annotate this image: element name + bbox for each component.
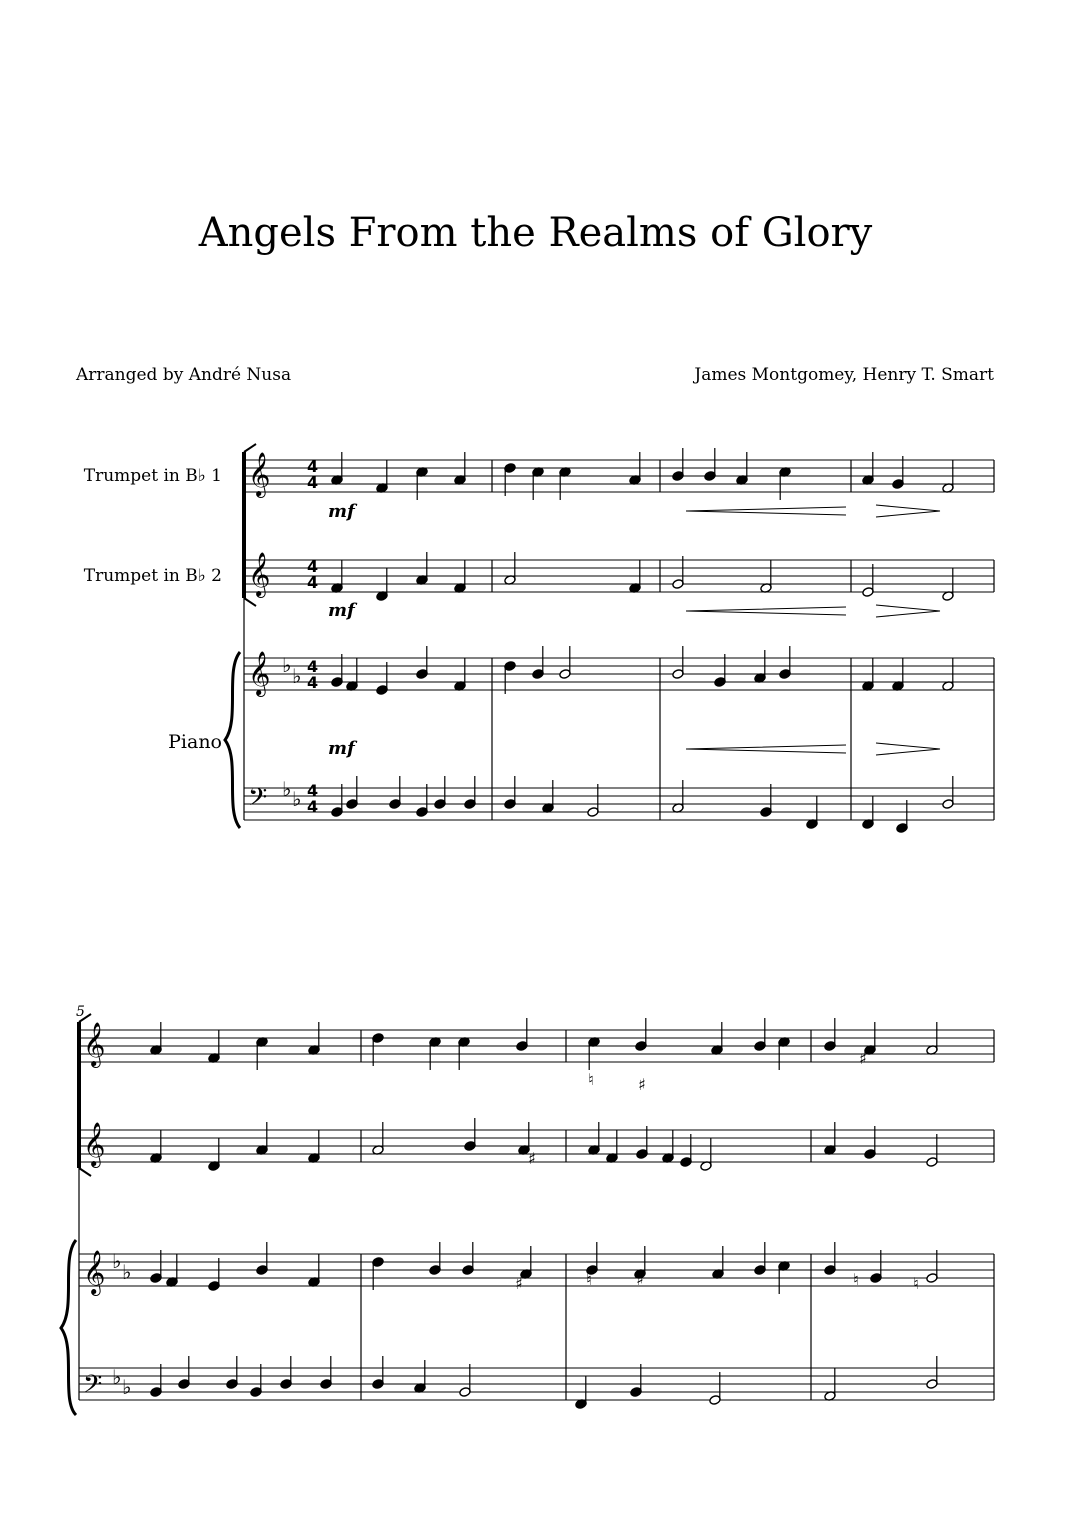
dynamic-mf: mf xyxy=(328,600,355,621)
svg-text:♭: ♭ xyxy=(292,787,302,811)
sharp-icon: ♯ xyxy=(859,1049,867,1068)
svg-text:♭: ♭ xyxy=(122,1260,132,1284)
svg-text:♭: ♭ xyxy=(112,1249,122,1273)
flat-icon xyxy=(112,653,301,1399)
svg-text:♭: ♭ xyxy=(282,777,292,801)
treble-clef-icon: 𝄞 xyxy=(248,651,271,695)
svg-text:♭: ♭ xyxy=(112,1365,122,1389)
svg-text:4: 4 xyxy=(307,473,319,492)
trumpet-2-label: Trumpet in B♭ 2 xyxy=(83,566,222,586)
sharp-icon: ♯ xyxy=(515,1274,523,1293)
natural-icon: ♮ xyxy=(913,1274,919,1293)
page-title: Angels From the Realms of Glory xyxy=(198,210,873,256)
svg-text:4: 4 xyxy=(307,673,319,692)
natural-icon: ♮ xyxy=(853,1270,859,1289)
treble-clef-icon: 𝄞 xyxy=(248,452,271,496)
sharp-icon: ♯ xyxy=(528,1149,536,1168)
barlines xyxy=(79,460,994,1400)
svg-text:4: 4 xyxy=(307,781,319,800)
bass-clef-icon: 𝄢 xyxy=(83,1370,103,1405)
svg-text:4: 4 xyxy=(307,557,319,576)
dynamic-mf: mf xyxy=(328,501,355,522)
dynamic-mf: mf xyxy=(328,738,355,759)
svg-text:♭: ♭ xyxy=(292,664,302,688)
piano-brace xyxy=(225,652,240,828)
treble-clef-icon: 𝄞 xyxy=(248,552,271,596)
treble-clef-icon: 𝄞 xyxy=(83,1022,106,1066)
treble-clef-icon: 𝄞 xyxy=(83,1122,106,1166)
hairpins xyxy=(686,505,940,755)
arranger-credit: Arranged by André Nusa xyxy=(76,365,292,385)
sharp-icon: ♯ xyxy=(638,1075,646,1094)
time-signatures xyxy=(307,457,318,816)
sharp-icon: ♯ xyxy=(636,1270,644,1289)
svg-text:♭: ♭ xyxy=(282,653,292,677)
natural-icon: ♮ xyxy=(588,1070,594,1089)
measure-number: 5 xyxy=(76,1004,85,1020)
svg-text:4: 4 xyxy=(307,657,319,676)
svg-text:4: 4 xyxy=(307,573,319,592)
svg-text:4: 4 xyxy=(307,797,319,816)
piano-label: Piano xyxy=(168,731,222,753)
piano-brace-2 xyxy=(61,1240,76,1415)
svg-text:4: 4 xyxy=(307,457,319,476)
treble-clef-icon: 𝄞 xyxy=(83,1250,106,1294)
natural-icon: ♮ xyxy=(586,1270,592,1289)
trumpet-1-label: Trumpet in B♭ 1 xyxy=(83,466,222,486)
bass-clef-icon: 𝄢 xyxy=(248,783,268,818)
composer-credit: James Montgomey, Henry T. Smart xyxy=(694,365,994,385)
svg-text:♭: ♭ xyxy=(122,1375,132,1399)
staff-lines xyxy=(79,460,994,1400)
